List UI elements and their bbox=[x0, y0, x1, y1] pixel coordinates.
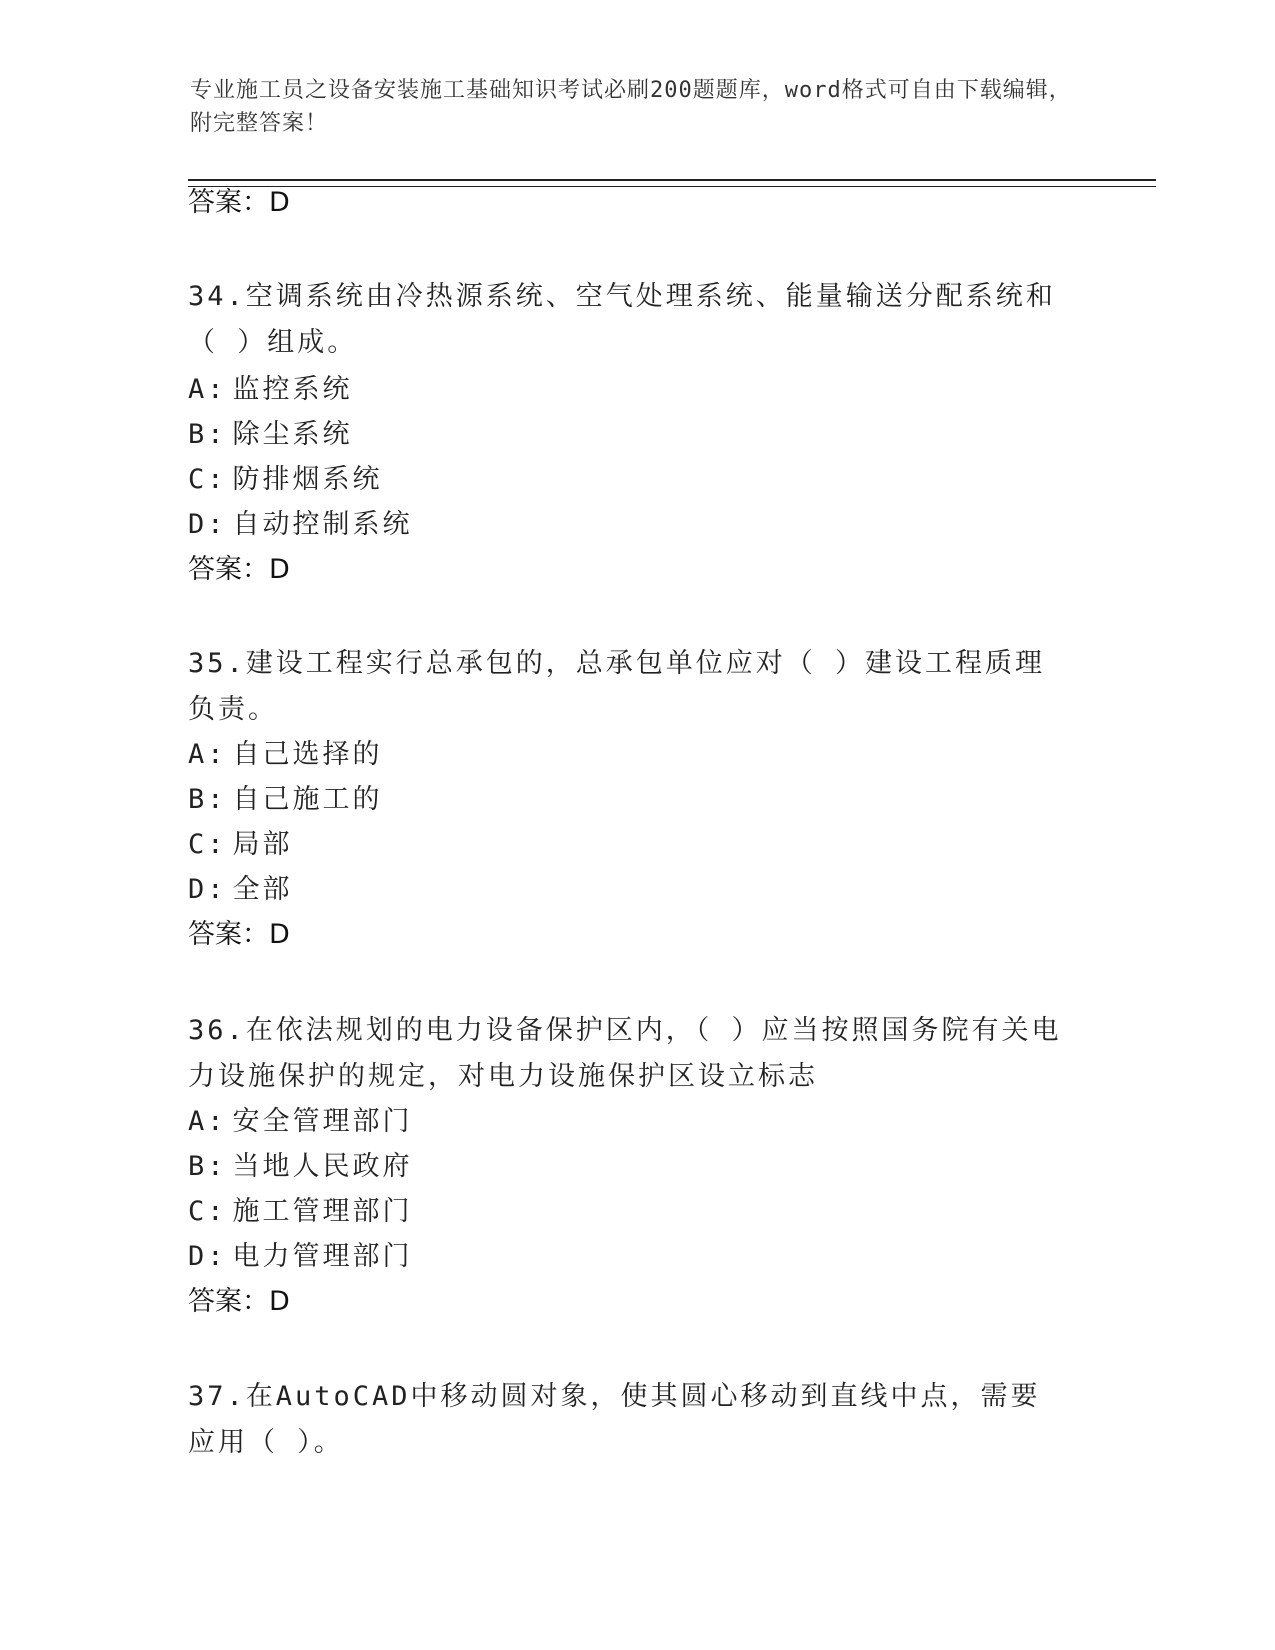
option-text: 自动控制系统 bbox=[232, 509, 413, 540]
option-a bbox=[188, 738, 383, 772]
answer-value: D bbox=[269, 1286, 290, 1317]
option-label: C: bbox=[188, 829, 227, 860]
question-stem: 36.在依法规划的电力设备保护区内，（ ）应当按照国务院有关电力设施保护的规定，对电力设施保护区设立标志 bbox=[188, 1015, 1062, 1092]
option-c bbox=[188, 828, 293, 862]
answer-value: D bbox=[269, 919, 290, 950]
answer-line bbox=[188, 553, 290, 587]
option-label: B: bbox=[188, 784, 227, 815]
header-text: 专业施工员之设备安装施工基础知识考试必刷200题题库，word格式可自由下载编辑，附完整答案！ bbox=[190, 78, 1072, 136]
answer-line bbox=[188, 1285, 290, 1319]
option-text: 施工管理部门 bbox=[232, 1196, 413, 1227]
answer-value: D bbox=[269, 554, 290, 585]
option-label: B: bbox=[188, 419, 227, 450]
option-text: 自己选择的 bbox=[232, 739, 383, 770]
option-label: D: bbox=[188, 874, 227, 905]
option-b bbox=[188, 418, 353, 452]
answer-value: D bbox=[269, 187, 290, 218]
option-text: 安全管理部门 bbox=[232, 1106, 413, 1137]
option-a bbox=[188, 1105, 413, 1139]
option-label: A: bbox=[188, 374, 227, 405]
answer-label: 答案： bbox=[188, 919, 269, 950]
option-text: 监控系统 bbox=[232, 374, 353, 405]
option-text: 除尘系统 bbox=[232, 419, 353, 450]
question-stem: 34.空调系统由冷热源系统、空气处理系统、能量输送分配系统和（ ）组成。 bbox=[188, 281, 1056, 358]
answer-label: 答案： bbox=[188, 1286, 269, 1317]
option-d bbox=[188, 508, 413, 542]
option-a bbox=[188, 373, 353, 407]
answer-line bbox=[188, 186, 290, 220]
option-b bbox=[188, 783, 383, 817]
option-label: C: bbox=[188, 1196, 227, 1227]
option-text: 当地人民政府 bbox=[232, 1151, 413, 1182]
option-text: 防排烟系统 bbox=[232, 464, 383, 495]
option-label: C: bbox=[188, 464, 227, 495]
document-header bbox=[190, 74, 1090, 140]
option-text: 电力管理部门 bbox=[232, 1241, 413, 1272]
question-stem: 37.在AutoCAD中移动圆对象，使其圆心移动到直线中点，需要应用（ ）。 bbox=[188, 1381, 1041, 1458]
option-c bbox=[188, 1195, 413, 1229]
option-text: 局部 bbox=[232, 829, 293, 860]
answer-label: 答案： bbox=[188, 554, 269, 585]
option-text: 自己施工的 bbox=[232, 784, 383, 815]
option-label: B: bbox=[188, 1151, 227, 1182]
option-label: D: bbox=[188, 1241, 227, 1272]
question-stem: 35.建设工程实行总承包的，总承包单位应对（ ）建设工程质理负责。 bbox=[188, 648, 1046, 725]
option-c bbox=[188, 463, 383, 497]
header-divider bbox=[188, 179, 1156, 187]
option-label: A: bbox=[188, 739, 227, 770]
answer-label: 答案： bbox=[188, 187, 269, 218]
option-d bbox=[188, 1240, 413, 1274]
option-label: A: bbox=[188, 1106, 227, 1137]
option-d bbox=[188, 873, 293, 907]
option-text: 全部 bbox=[232, 874, 293, 905]
option-b bbox=[188, 1150, 413, 1184]
answer-line bbox=[188, 918, 290, 952]
option-label: D: bbox=[188, 509, 227, 540]
